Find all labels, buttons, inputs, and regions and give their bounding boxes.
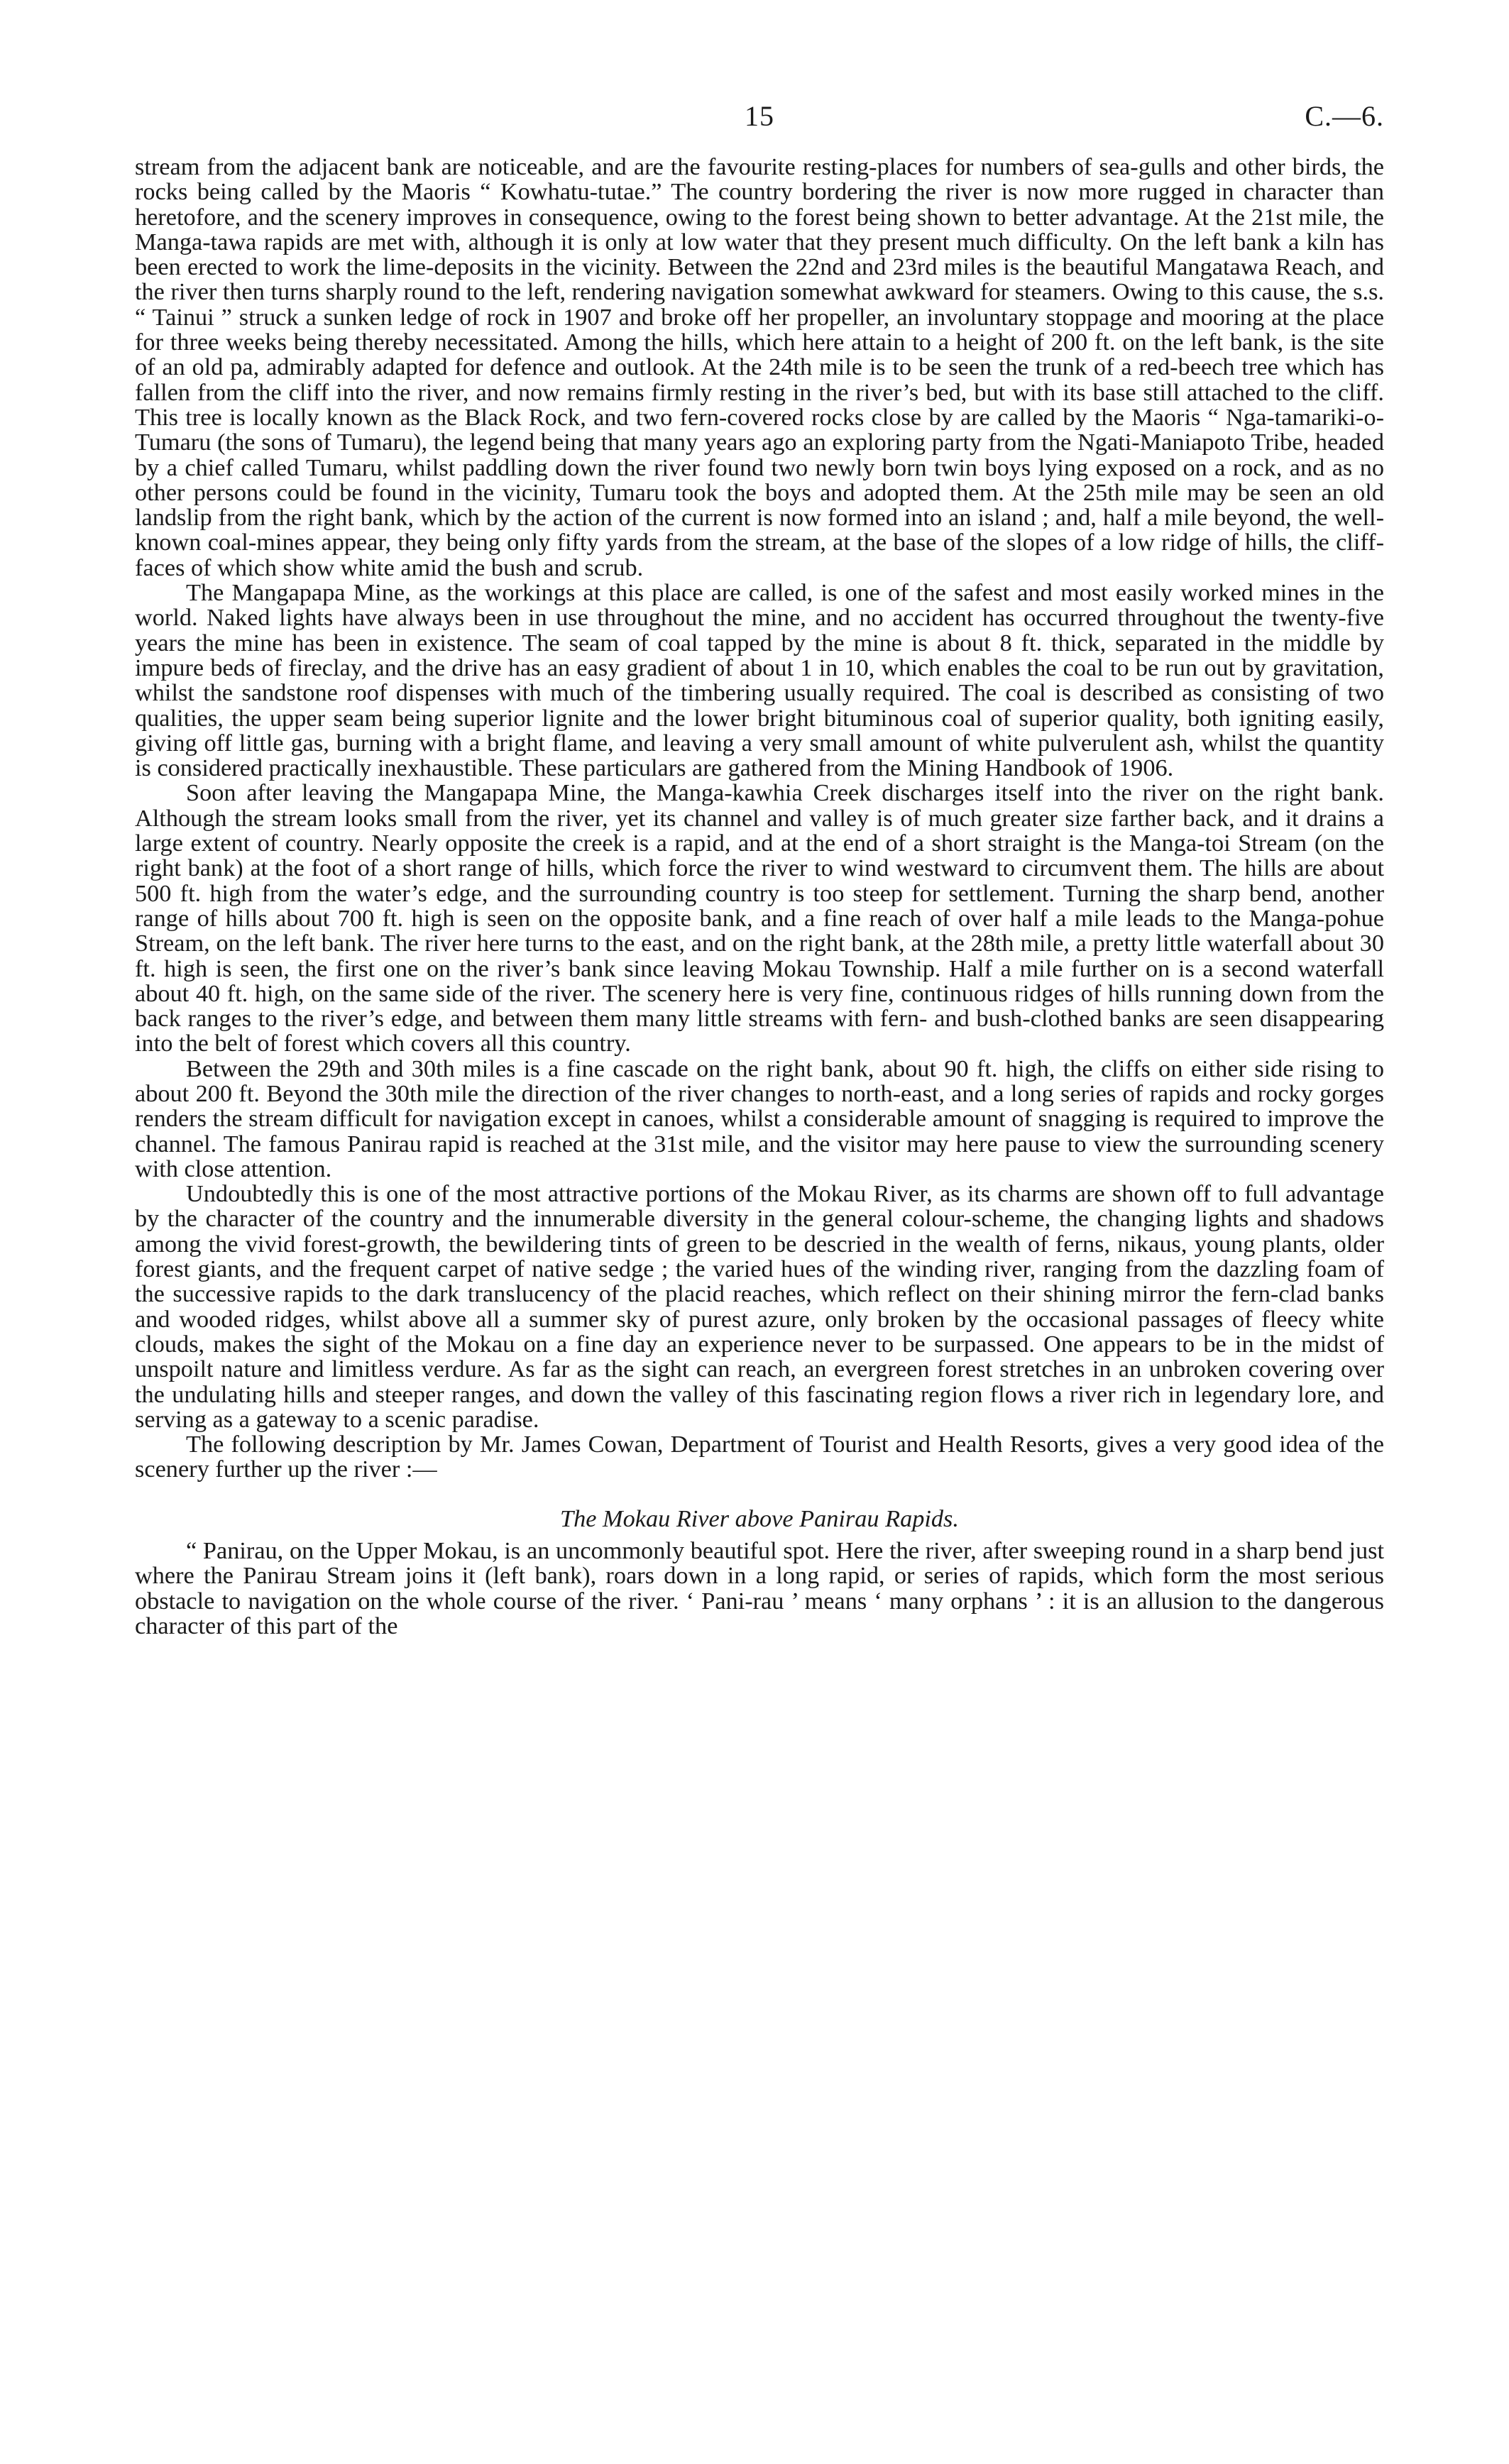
paragraph: Undoubtedly this is one of the most attractive portions of the Mokau River, as its charms are shown off to full advantage by the character of the country and the innumerable diversity in the general colour-scheme, the changing lights and shadows among the vivid forest-growth, the bewildering tints of green to be descried in the wealth of ferns, nikaus, young plants, older forest giants, and the frequent carpet of native sedge ; the varied hues of the winding river, ranging from the dazzling foam of the successive rapids to the dark translucency of the placid reaches, which reflect on their shining mirror the fern-clad banks and wooded ridges, whilst above all a summer sky of purest azure, only broken by the occasional passages of fleecy white clouds, makes the sight of the Mokau on a fine day an experience never to be surpassed. One appears to be in the midst of unspoilt nature and limitless verdure. As far as the sight can reach, an evergreen forest stretches in an unbroken covering over the undulating hills and steeper ranges, and down the valley of this fascinating region flows a river rich in legendary lore, and serving as a gateway to a scenic paradise.: [135, 1180, 1384, 1433]
paragraph: Between the 29th and 30th miles is a fine cascade on the right bank, about 90 ft. high, the cliffs on either side rising to about 200 ft. Beyond the 30th mile the direction of the river changes to north-east, and a long series of rapids and rocky gorges renders the stream difficult for navigation except in canoes, whilst a considerable amount of snagging is required to improve the channel. The famous Panirau rapid is reached at the 31st mile, and the visitor may here pause to view the surrounding scenery with close attention.: [135, 1055, 1384, 1182]
quote-paragraph: “ Panirau, on the Upper Mokau, is an uncommonly beautiful spot. Here the river, after sweeping round in a sharp bend just where the Panirau Stream joins it (left bank), roars down in a long rapid, or series of rapids, which form the most serious obstacle to navigation on the whole course of the river. ‘ Pani-rau ’ means ‘ many orphans ’ : it is an allusion to the dangerous character of this part of the: [135, 1537, 1384, 1639]
body-text: [135, 155, 1384, 1639]
page-number: 15: [745, 100, 774, 132]
section-heading: The Mokau River above Panirau Rapids.: [560, 1505, 959, 1532]
paragraph: Soon after leaving the Mangapapa Mine, the Manga-kawhia Creek discharges itself into the river on the right bank. Although the stream looks small from the river, yet its channel and valley is of much greater size farther back, and it drains a large extent of country. Nearly opposite the creek is a rapid, and at the end of a short straight is the Manga-toi Stream (on the right bank) at the foot of a short range of hills, which force the river to wind westward to circumvent them. The hills are about 500 ft. high from the water’s edge, and the surrounding country is too steep for settlement. Turning the sharp bend, another range of hills about 700 ft. high is seen on the opposite bank, and a fine reach of over half a mile leads to the Manga-pohue Stream, on the left bank. The river here turns to the east, and on the right bank, at the 28th mile, a pretty little waterfall about 30 ft. high is seen, the first one on the river’s bank since leaving Mokau Township. Half a mile further on is a second waterfall about 40 ft. high, on the same side of the river. The scenery here is very fine, continuous ridges of hills running down from the back ranges to the river’s edge, and between them many little streams with fern- and bush-clothed banks are seen disappearing into the belt of forest which covers all this country.: [135, 779, 1384, 1057]
paragraph: The Mangapapa Mine, as the workings at this place are called, is one of the safest and most easily worked mines in the world. Naked lights have always been in use throughout the mine, and no accident has occurred throughout the twenty-five years the mine has been in existence. The seam of coal tapped by the mine is about 8 ft. thick, separated in the middle by impure beds of fireclay, and the drive has an easy gradient of about 1 in 10, which enables the coal to be run out by gravitation, whilst the sandstone roof dispenses with much of the timbering usually required. The coal is described as consisting of two qualities, the upper seam being superior lignite and the lower bright bituminous coal of superior quality, both igniting easily, giving off little gas, burning with a bright flame, and leaving a very small amount of white pulverulent ash, whilst the quantity is considered practically inexhaustible. These particulars are gathered from the Mining Handbook of 1906.: [135, 579, 1384, 782]
paragraph: The following description by Mr. James Cowan, Department of Tourist and Health Resorts, gives a very good idea of the scenery further up the river :—: [135, 1431, 1384, 1483]
paragraph: stream from the adjacent bank are noticeable, and are the favourite resting-places for numbers of sea-gulls and other birds, the rocks being called by the Maoris “ Kowhatu-tutae.” The country bordering the river is now more rugged in character than heretofore, and the scenery improves in consequence, owing to the forest being shown to better advantage. At the 21st mile, the Manga-tawa rapids are met with, although it is only at low water that they present much difficulty. On the left bank a kiln has been erected to work the lime-deposits in the vicinity. Between the 22nd and 23rd miles is the beautiful Mangatawa Reach, and the river then turns sharply round to the left, rendering navigation somewhat awkward for steamers. Owing to this cause, the s.s. “ Tainui ” struck a sunken ledge of rock in 1907 and broke off her propeller, an involuntary stoppage and mooring at the place for three weeks being thereby necessitated. Among the hills, which here attain to a height of 200 ft. on the left bank, is the site of an old pa, admirably adapted for defence and outlook. At the 24th mile is to be seen the trunk of a red-beech tree which has fallen from the cliff into the river, and now remains firmly resting in the river’s bed, but with its base still attached to the cliff. This tree is locally known as the Black Rock, and two fern-covered rocks close by are called by the Maoris “ Nga-tamariki-o-Tumaru (the sons of Tumaru), the legend being that many years ago an exploring party from the Ngati-Maniapoto Tribe, headed by a chief called Tumaru, whilst paddling down the river found two newly born twin boys lying exposed on a rock, and as no other persons could be found in the vicinity, Tumaru took the boys and adopted them. At the 25th mile may be seen an old landslip from the right bank, which by the action of the current is now formed into an island ; and, half a mile beyond, the well-known coal-mines appear, they being only fifty yards from the stream, at the base of the slopes of a low ridge of hills, the cliff-faces of which show white amid the bush and scrub.: [135, 153, 1384, 581]
document-reference: C.—6.: [1305, 100, 1384, 132]
page-header: [135, 99, 1384, 142]
